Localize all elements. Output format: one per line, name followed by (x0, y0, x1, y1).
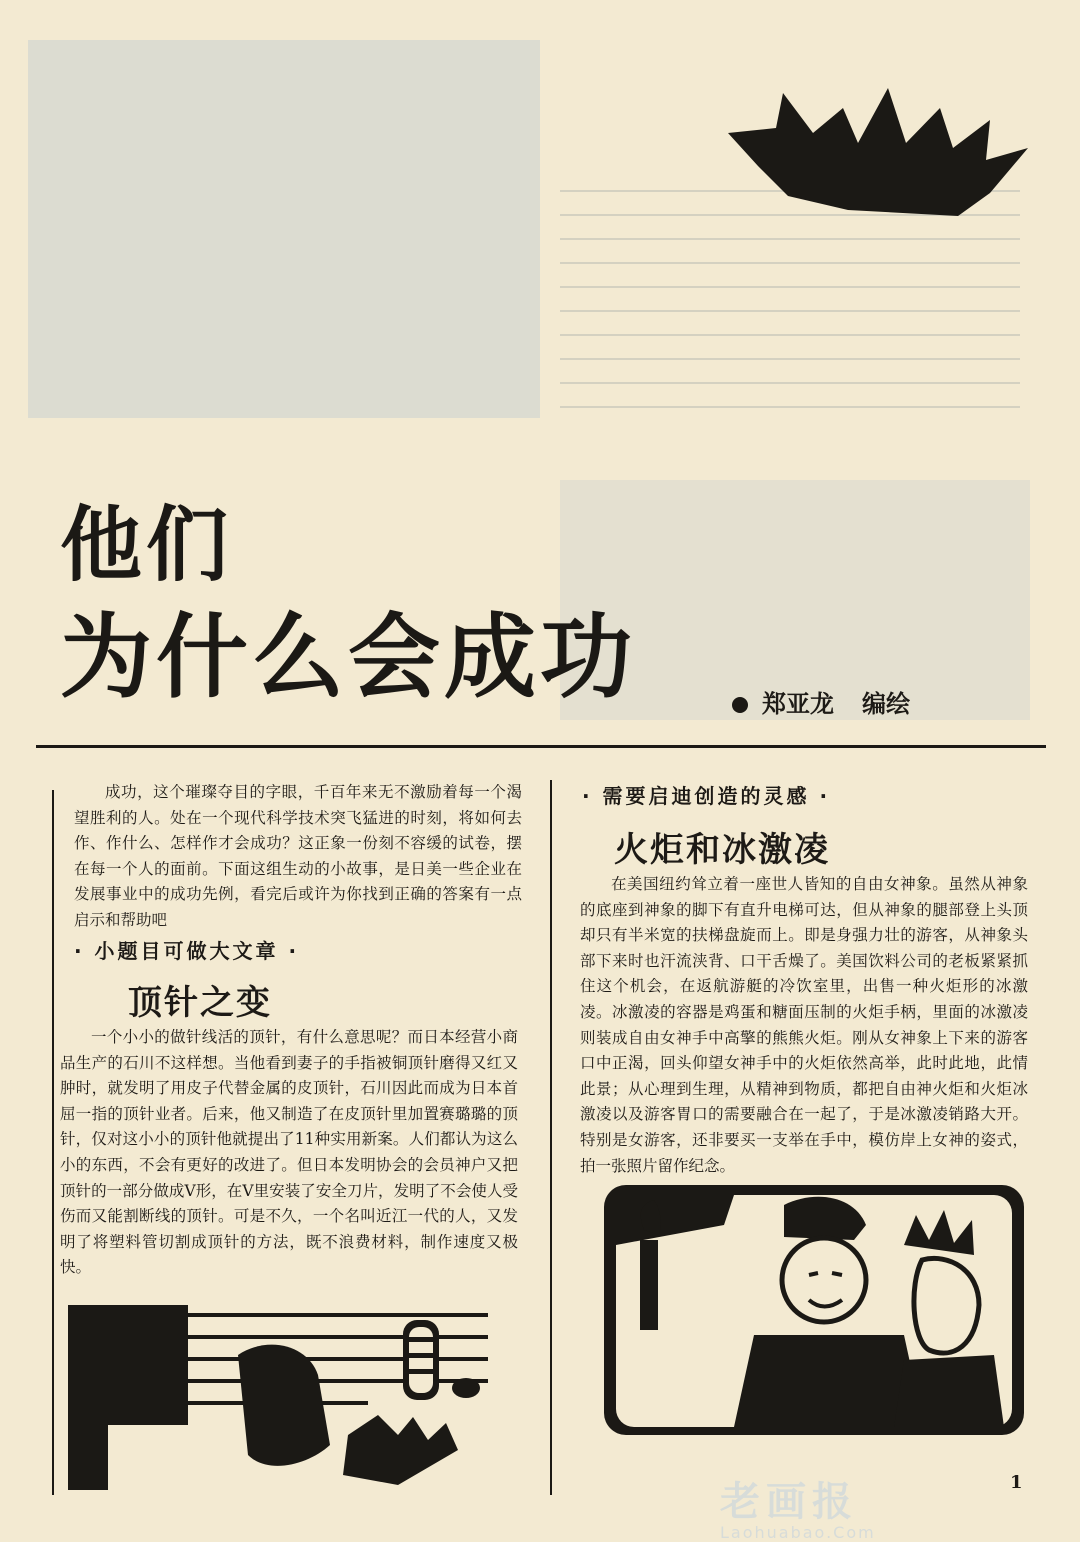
column-divider (550, 780, 552, 1495)
left-section-title: 顶针之变 (128, 983, 272, 1023)
left-section-tag: · 小题目可做大文章 · (74, 939, 300, 963)
thimble-illustration (68, 1305, 514, 1490)
watermark (720, 1470, 876, 1542)
crown-illustration (728, 88, 1028, 218)
headline-line-1: 他们 (60, 498, 233, 593)
intro-paragraph: 成功，这个璀璨夺目的字眼，千百年来无不激励着每一个渴望胜利的人。处在一个现代科学技术突飞猛进的时刻，将如何去作、作什么、怎样作才会成功？这正象一份刻不容缓的试卷，摆在每一个人的面前。下面这组生动的小故事，是日美一些企业在发展事业中的成功先例，看完后或许为你找到正确的答案有一点启示和帮助吧 (74, 783, 522, 929)
page-number: 1 (1010, 1472, 1023, 1493)
ice-cream-torch-illustration (604, 1185, 1024, 1435)
author-name: 郑亚龙 (762, 690, 834, 718)
bullet-icon (732, 697, 748, 713)
left-article-body: 一个小小的做针线活的顶针，有什么意思呢？而日本经营小商品生产的石川不这样想。当他看到妻子的手指被铜顶针磨得又红又肿时，就发明了用皮子代替金属的皮顶针，石川因此而成为日本首屈一指的顶针业者。后来，他又制造了在皮顶针里加置赛璐璐的顶针，仅对这小小的顶针他就提出了11种实用新案。人们都认为这么小的东西，不会有更好的改进了。但日本发明协会的会员神户又把顶针的一部分做成V形，在V里安装了安全刀片，发明了不会使人受伤而又能割断线的顶针。可是不久，一个名叫近江一代的人，又发明了将塑料管切割成顶针的方法，既不浪费材料，制作速度又极快。 (60, 1028, 518, 1277)
horizontal-rule (36, 745, 1046, 748)
author-role: 编绘 (862, 690, 910, 718)
faded-background-panel (28, 40, 540, 418)
headline-line-2: 为什么会成功 (60, 604, 637, 711)
right-section-title: 火炬和冰激凌 (614, 830, 830, 870)
watermark-logo: 老画报 (720, 1479, 858, 1525)
right-section-tag: · 需要启迪创造的灵感 · (582, 784, 831, 808)
left-column-border (52, 790, 54, 1495)
watermark-url: Laohuabao.Com (720, 1523, 876, 1542)
faded-background-text (560, 190, 1020, 430)
right-article-body: 在美国纽约耸立着一座世人皆知的自由女神象。虽然从神象的底座到神象的脚下有直升电梯可达，但从神象的腿部登上头顶却只有半米宽的扶梯盘旋而上。即是身强力壮的游客，从神象头部下来时也汗流浃背、口干舌燥了。美国饮料公司的老板紧紧抓住这个机会，在返航游艇的冷饮室里，出售一种火炬形的冰激凌。冰激凌的容器是鸡蛋和糖面压制的火炬手柄，里面的冰激凌则装成自由女神手中高擎的熊熊火炬。刚从女神象上下来的游客口中正渴，回头仰望女神手中的火炬依然高举，此时此地，此情此景；从心理到生理，从精神到物质，都把自由神火炬和火炬冰激凌以及游客胃口的需要融合在一起了，于是冰激凌销路大开。特别是女游客，还非要买一支举在手中，模仿岸上女神的姿式，拍一张照片留作纪念。 (580, 875, 1028, 1175)
byline (732, 684, 910, 719)
